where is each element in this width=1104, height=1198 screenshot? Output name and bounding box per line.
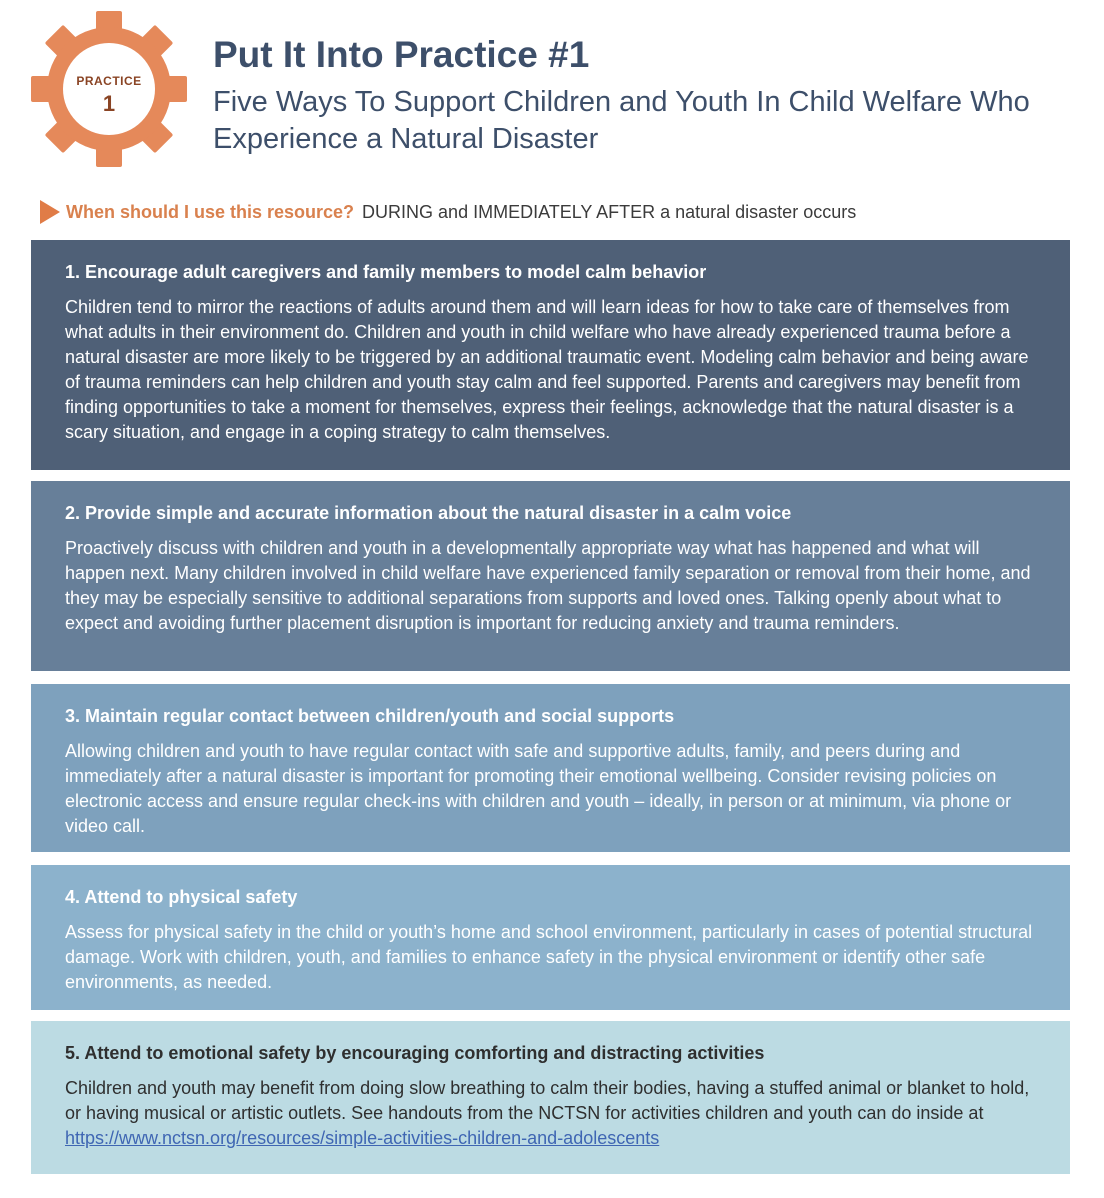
nctsn-resource-link[interactable]: https://www.nctsn.org/resources/simple-activities-children-and-adolescents [65, 1128, 660, 1148]
section-3 [31, 684, 1070, 852]
section-heading: 3. Maintain regular contact between children/youth and social supports [65, 706, 675, 726]
section-body: Children and youth may benefit from doing slow breathing to calm their bodies, having a stuffed animal or blanket to hold, or having musical or artistic outlets. See handouts from the NCTSN for activities children and youth can do inside at [65, 1078, 1030, 1123]
page-subtitle: Five Ways To Support Children and Youth In Child Welfare Who Experience a Natural Disaster [213, 86, 1030, 155]
section-body: Proactively discuss with children and youth in a developmentally appropriate way what has happened and what will happen next. Many children involved in child welfare have experienced family separation or removal from their home, and they may be especially sensitive to additional separations from supports and loved ones. Talking openly about what to expect and avoiding further placement disruption is important for reducing anxiety and trauma reminders. [65, 538, 1031, 633]
when-question: When should I use this resource? [66, 201, 355, 222]
page-title: Put It Into Practice #1 [213, 34, 590, 75]
section-body: Allowing children and youth to have regular contact with safe and supportive adults, family, and peers during and immediately after a natural disaster is important for promoting their emotional wellbeing. Consider revising policies on electronic access and ensure regular check-ins with children and youth – ideally, in person or at minimum, via phone or video call. [65, 741, 1012, 836]
play-arrow-icon [40, 200, 60, 224]
section-body: Assess for physical safety in the child or youth’s home and school environment, particularly in cases of potential structural damage. Work with children, youth, and families to enhance safety in the physical environment or identify other safe environments, as needed. [65, 922, 1033, 992]
practice-badge [30, 10, 188, 168]
section-4 [31, 865, 1070, 1010]
section-5 [31, 1021, 1070, 1174]
when-to-use [40, 200, 856, 224]
when-answer: DURING and IMMEDIATELY AFTER a natural disaster occurs [362, 201, 857, 222]
section-heading: 1. Encourage adult caregivers and family members to model calm behavior [65, 262, 707, 282]
section-1 [31, 240, 1070, 470]
badge-label: PRACTICE [76, 74, 142, 88]
section-2 [31, 481, 1070, 671]
section-body-paragraph [65, 1076, 1036, 1151]
section-heading: 4. Attend to physical safety [65, 887, 298, 907]
section-heading: 2. Provide simple and accurate information about the natural disaster in a calm voice [65, 503, 792, 523]
badge-number: 1 [102, 91, 116, 116]
section-body: Children tend to mirror the reactions of adults around them and will learn ideas for how to take care of themselves from what adults in their environment do. Children and youth in child welfare who have already experienced trauma before a natural disaster are more likely to be triggered by an additional traumatic event. Modeling calm behavior and being aware of trauma reminders can help children and youth stay calm and feel supported. Parents and caregivers may benefit from finding opportunities to take a moment for themselves, express their feelings, acknowledge that the natural disaster is a scary situation, and engage in a coping strategy to calm themselves. [65, 297, 1029, 442]
section-heading: 5. Attend to emotional safety by encouraging comforting and distracting activities [65, 1043, 765, 1063]
